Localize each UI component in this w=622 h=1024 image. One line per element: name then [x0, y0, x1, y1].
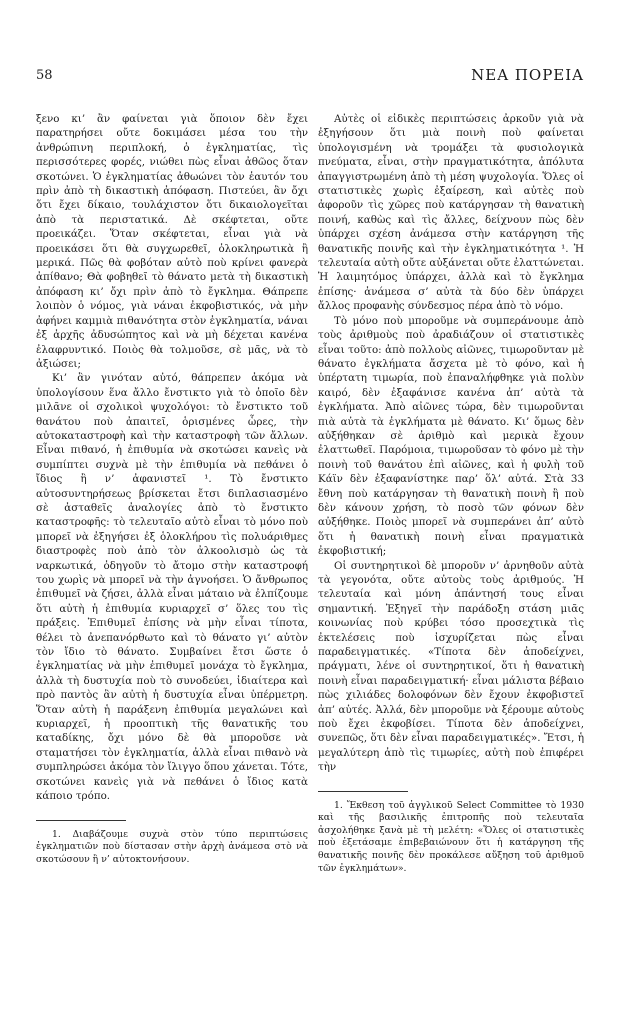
footnote-rule	[318, 791, 408, 792]
body-paragraph: Τὸ μόνο ποὺ μποροῦμε νὰ συμπεράνουμε ἀπὸ τοὺς ἀριθμοὺς ποὺ ἀραδιάζουν οἱ στατιστικὲς εἶναι τοῦτο: ἀπὸ πολλοὺς αἰῶνες, τιμωροῦνταν μὲ θάνατο ἐγκλήματα ἄσχετα μὲ τὸ φόνο, καὶ ἡ ὑπέρτατη τιμωρία, ποὺ ἐπαναλήφθηκε γιὰ πολὺν καιρό, δὲν ἐξαφάνισε κανένα ἀπ’ αὐτὰ τὰ ἐγκλήματα. Ἀπὸ αἰῶνες τώρα, δὲν τιμωροῦνται πιὰ αὐτὰ τὰ ἐγκλήματα μὲ θάνατο. Κι’ ὅμως δὲν αὐξήθηκαν σὲ ἀριθμὸ καὶ μερικὰ ἔχουν ἐλαττωθεῖ. Παρόμοια, τιμωροῦσαν τὸ φόνο μὲ τὴν ποινὴ τοῦ θανάτου ἐπὶ αἰῶνες, καὶ ἡ φυλὴ τοῦ Κάϊν δὲν ἐξαφανίστηκε παρ’ ὅλ’ αὐτά. Στὰ 33 ἔθνη ποὺ κατάργησαν τὴ θανατικὴ ποινὴ ἢ ποὺ δὲν κάνουν χρήση, τὸ ποσὸ τῶν φόνων δὲν αὐξήθηκε. Ποιὸς μπορεῖ νὰ συμπεράνει ἀπ’ αὐτὸ ὅτι ἡ θανατικὴ ποινὴ εἶναι πραγματικὰ ἐκφοβιστική;	[318, 314, 584, 558]
footnote: 1. Διαβάζουμε συχνὰ στὸν τύπο περιπτώσεις ἐγκληματιῶν ποὺ δίστασαν στὴν ἀρχὴ ἀνάμεσα στὸ νὰ σκοτώσουν ἢ ν’ αὐτοκτονήσουν.	[36, 828, 308, 865]
body-paragraph: Οἱ συντηρητικοὶ δὲ μποροῦν ν’ ἀρνηθοῦν αὐτὰ τὰ γεγονότα, οὔτε αὐτοὺς τοὺς ἀριθμούς. Ἡ τελευταία καὶ μόνη ἀπάντησή τους εἶναι σημαντική. Ἐξηγεῖ τὴν παράδοξη στάση μιᾶς κοινωνίας ποὺ κρύβει τόσο προσεχτικὰ τὶς ἐκτελέσεις ποὺ ἰσχυρίζεται πὼς εἶναι παραδειγματικές. «Τίποτα δὲν ἀποδείχνει, πράγματι, λένε οἱ συντηρητικοί, ὅτι ἡ θανατικὴ ποινὴ εἶναι παραδειγματική· εἶναι μάλιστα βέβαιο πὼς χιλιάδες δολοφόνων δὲν ἔχουν ἐκφοβιστεῖ ἀπ’ αὐτές. Ἀλλά, δὲν μποροῦμε νὰ ξέρουμε αὐτοὺς ποὺ ἔχει ἐκφοβίσει. Τίποτα δὲν ἀποδείχνει, συνεπῶς, ὅτι δὲν εἶναι παραδειγματικές». Ἔτσι, ἡ μεγαλύτερη ἀπὸ τὶς τιμωρίες, αὐτὴ ποὺ ἐπιφέρει τὴν	[318, 559, 584, 774]
footnote: 1. Ἔκθεση τοῦ ἀγγλικοῦ Select Committee τὸ 1930 καὶ τῆς βασιλικῆς ἐπιτροπῆς ποὺ τελευταῖα ἀσχολήθηκε ξανὰ μὲ τὴ μελέτη: «Ὅλες οἱ στατιστικὲς ποὺ ἐξετάσαμε ἐπιβεβαιώνουν ὅτι ἡ κατάργηση τῆς θανατικῆς ποινῆς δὲν προκάλεσε αὔξηση τοῦ ἀριθμοῦ τῶν ἐγκλημάτων».	[318, 799, 584, 874]
body-paragraph: Κι’ ἂν γινόταν αὐτό, θάπρεπεν ἀκόμα νὰ ὑπολογίσουν ἕνα ἄλλο ἔνστικτο γιὰ τὸ ὁποῖο δὲν μιλᾶνε οἱ σχολικοὶ ψυχολόγοι: τὸ ἔνστικτο τοῦ θανάτου ποὺ ἀπαιτεῖ, ὁρισμένες ὧρες, τὴν αὐτοκαταστροφὴ καὶ τὴν καταστροφὴ τῶν ἄλλων. Εἶναι πιθανό, ἡ ἐπιθυμία νὰ σκοτώσει κανεὶς νὰ συμπίπτει συχνὰ μὲ τὴν ἐπιθυμία νὰ πεθάνει ὁ ἴδιος ἢ ν’ ἀφανιστεῖ ¹. Τὸ ἔνστικτο αὐτοσυντηρήσεως βρίσκεται ἔτσι διπλασιασμένο σὲ ἀσταθεῖς ἀναλογίες ἀπὸ τὸ ἔνστικτο καταστροφῆς: τὸ τελευταῖο αὐτὸ εἶναι τὸ μόνο ποὺ μπορεῖ νὰ ἐξηγήσει ἐξ ὁλοκλήρου τὶς πολυάριθμες διαστροφὲς ποὺ ἀπὸ τὸν ἀλκοολισμὸ ὡς τὰ ναρκωτικά, ὁδηγοῦν τὸ ἄτομο στὴν καταστροφή του χωρὶς νὰ μπορεῖ νὰ τὴν ἀγνοήσει. Ὁ ἄνθρωπος ἐπιθυμεῖ νὰ ζήσει, ἀλλὰ εἶναι μάταιο νὰ ἐλπίζουμε ὅτι αὐτὴ ἡ ἐπιθυμία κυριαρχεῖ σ’ ὅλες του τὶς πράξεις. Ἐπιθυμεῖ ἐπίσης νὰ μὴν εἶναι τίποτα, θέλει τὸ ἀνεπανόρθωτο καὶ τὸ θάνατο γι’ αὐτὸν τὸν ἴδιο τὸ θάνατο. Συμβαίνει ἔτσι ὥστε ὁ ἐγκληματίας νὰ μὴν ἐπιθυμεῖ μονάχα τὸ ἔγκλημα, ἀλλὰ τὴ δυστυχία ποὺ τὸ συνοδεύει, ἰδιαίτερα καὶ πρὸ παντὸς ἂν αὐτὴ ἡ δυστυχία εἶναι ὑπέρμετρη. Ὅταν αὐτὴ ἡ παράξενη ἐπιθυμία μεγαλώνει καὶ κυριαρχεῖ, ἡ προοπτικὴ τῆς θανατικῆς του καταδίκης, ὄχι μόνο δὲ θὰ μποροῦσε νὰ σταματήσει τὸν ἐγκληματία, ἀλλὰ εἶναι πιθανὸ νὰ συμπληρώσει ἀκόμα τὸν ἴλιγγο ὅπου χάνεται. Τότε, σκοτώνει κανεὶς γιὰ νὰ πεθάνει ὁ ἴδιος κατὰ κάποιο τρόπο.	[36, 372, 308, 803]
left-column	[36, 112, 308, 866]
page-header	[36, 68, 584, 90]
body-paragraph: ξενο κι’ ἂν φαίνεται γιὰ ὅποιον δὲν ἔχει παρατηρήσει οὔτε δοκιμάσει μέσα του τὴν ἀνθρώπινη περιπλοκή, ὁ ἐγκληματίας, τὶς περισσότερες φορές, νιώθει πὼς εἶναι ἀθῶος ὅταν σκοτώνει. Ὁ ἐγκληματίας ἀθωώνει τὸν ἑαυτόν του πρὶν ἀπὸ τὴ δικαστικὴ ἀπόφαση. Πιστεύει, ἂν ὄχι ὅτι ἔχει δίκαιο, τουλάχιστον ὅτι δικαιολογεῖται ἀπὸ τὰ περιστατικά. Δὲ σκέφτεται, οὔτε προεικάζει. Ὅταν σκέφτεται, εἶναι γιὰ νὰ προεικάσει ὅτι θὰ συγχωρεθεῖ, ὁλοκληρωτικὰ ἢ μερικά. Πῶς θὰ φοβόταν αὐτὸ ποὺ κρίνει φανερὰ ἀπίθανο; Θὰ φοβηθεῖ τὸ θάνατο μετὰ τὴ δικαστικὴ ἀπόφαση κι’ ὄχι πρὶν ἀπὸ τὸ ἔγκλημα. Θάπρεπε λοιπὸν ὁ νόμος, γιὰ νάναι ἐκφοβιστικός, νὰ μὴν ἀφήνει καμμιὰ πιθανότητα στὸν ἐγκληματία, νάναι ἐξ ἀρχῆς ἀδυσώπητος καὶ νὰ μὴ δέχεται κανένα ἐλαφρυντικό. Ποιὸς θὰ τολμοῦσε, σὲ μᾶς, νὰ τὸ ἀξιώσει;	[36, 113, 308, 370]
page-number: 58	[36, 68, 53, 83]
running-title: ΝΕΑ ΠΟΡΕΙΑ	[471, 66, 584, 84]
body-paragraph: Αὐτὲς οἱ εἰδικὲς περιπτώσεις ἀρκοῦν γιὰ νὰ ἐξηγήσουν ὅτι μιὰ ποινὴ ποὺ φαίνεται ὑπολογισμένη νὰ τρομάξει τὰ φυσιολογικὰ πνεύματα, εἶναι, στὴν πραγματικότητα, ἀπόλυτα ἀπαγγιστρωμένη ἀπὸ τὴ μέση ψυχολογία. Ὅλες οἱ στατιστικὲς χωρὶς ἐξαίρεση, καὶ αὐτὲς ποὺ ἀφοροῦν τὶς χῶρες ποὺ κατάργησαν τὴ θανατικὴ ποινή, καθὼς καὶ τὶς ἄλλες, δείχνουν πὼς δὲν ὑπάρχει σχέση ἀνάμεσα στὴν κατάργηση τῆς θανατικῆς ποινῆς καὶ τὴν ἐγκληματικότητα ¹. Ἡ τελευταία αὐτὴ οὔτε αὐξάνεται οὔτε ἐλαττώνεται. Ἡ λαιμητόμος ὑπάρχει, ἀλλὰ καὶ τὸ ἔγκλημα ἐπίσης· ἀνάμεσα σ’ αὐτὰ τὰ δύο δὲν ὑπάρχει ἄλλος προφανὴς σύνδεσμος πέρα ἀπὸ τὸ νόμο.	[318, 113, 584, 313]
footnote-rule	[36, 820, 126, 821]
right-column	[318, 112, 584, 875]
